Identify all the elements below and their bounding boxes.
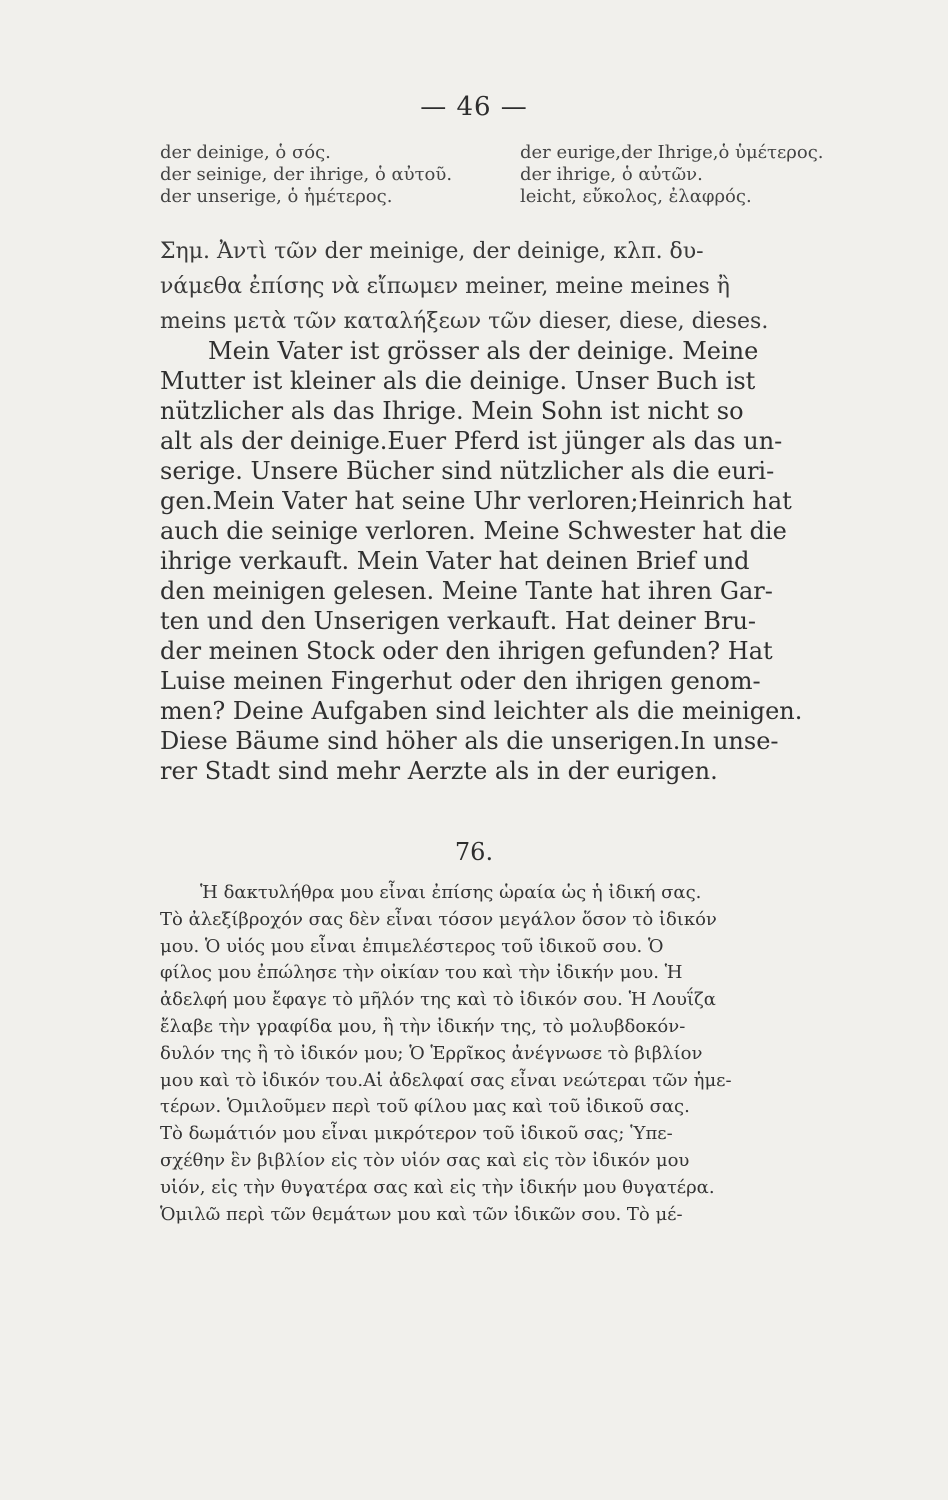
text-line: μου καὶ τὸ ἰδικόν του.Αἱ ἀδελφαί σας εἶναι νεώτεραι τῶν ἡμε- [160,1069,732,1091]
greek-exercise-text [160,880,882,1228]
text-line: δυλόν της ἢ τὸ ἰδικόν μου; Ὁ Ἑρρῖκος ἀνέγνωσε τὸ βιβλίον [160,1042,703,1064]
page-number: — 46 — [420,92,528,122]
note-line: Σημ. Ἀντὶ τῶν der meinige, der deinige, κλπ. δυ- [160,239,704,264]
vocab-entry: der eurige,der Ihrige,ὁ ὑμέτερος. [520,142,824,163]
text-line: τέρων. Ὁμιλοῦμεν περὶ τοῦ φίλου μας καὶ τοῦ ἰδικοῦ σας. [160,1096,690,1118]
text-line: gen.Mein Vater hat seine Uhr verloren;Heinrich hat [160,487,792,515]
text-line: der meinen Stock oder den ihrigen gefunden? Hat [160,637,773,665]
text-line: Τὸ δωμάτιόν μου εἶναι μικρότερον τοῦ ἰδικοῦ σας; Ὑπε- [160,1123,673,1145]
text-line: Diese Bäume sind höher als die unserigen.In unse- [160,727,779,755]
text-line: μου. Ὁ υἱός μου εἶναι ἐπιμελέστερος τοῦ ἰδικοῦ σου. Ὁ [160,935,664,957]
text-line: den meinigen gelesen. Meine Tante hat ihren Gar- [160,577,773,605]
vocab-row [160,164,850,186]
text-line: Mutter ist kleiner als die deinige. Unser Buch ist [160,367,756,395]
text-line: auch die seinige verloren. Meine Schwester hat die [160,517,787,545]
grammar-note [160,234,880,339]
text-line: ἀδελφή μου ἔφαγε τὸ μῆλόν της καὶ τὸ ἰδικόν σου. Ἡ Λουΐζα [160,989,716,1011]
text-line: rer Stadt sind mehr Aerzte als in der eurigen. [160,757,718,785]
note-line: meins μετὰ τῶν καταλήξεων τῶν dieser, diese, dieses. [160,309,769,334]
text-line: alt als der deinige.Euer Pferd ist jünger als das un- [160,427,783,455]
text-line: Ἡ δακτυλήθρα μου εἶναι ἐπίσης ὡραία ὡς ἡ ἰδική σας. [200,882,702,903]
text-line: ihrige verkauft. Mein Vater hat deinen Brief und [160,547,750,575]
german-exercise-text [160,336,882,786]
text-line: nützlicher als das Ihrige. Mein Sohn ist nicht so [160,397,744,425]
text-line: Mein Vater ist grösser als der deinige. Meine [208,337,759,365]
text-line: φίλος μου ἐπώλησε τὴν οἰκίαν του καὶ τὴν ἰδικήν μου. Ἡ [160,962,683,984]
text-line: ten und den Unserigen verkauft. Hat deiner Bru- [160,607,757,635]
vocab-entry: der ihrige, ὁ αὐτῶν. [520,164,703,185]
vocab-entry: der deinige, ὁ σός. [160,142,331,163]
text-line: υἱόν, εἰς τὴν θυγατέρα σας καὶ εἰς τὴν ἰδικήν μου θυγατέρα. [160,1176,715,1198]
text-line: σχέθην ἓν βιβλίον εἰς τὸν υἱόν σας καὶ εἰς τὸν ἰδικόν μου [160,1149,690,1171]
text-line: Τὸ ἀλεξίβροχόν σας δὲν εἶναι τόσον μεγάλον ὅσον τὸ ἰδικόν [160,908,717,930]
vocab-entry: der seinige, der ihrige, ὁ αὐτοῦ. [160,164,453,185]
vocab-row [160,142,850,164]
text-line: Luise meinen Fingerhut oder den ihrigen genom- [160,667,761,695]
vocab-entry: der unserige, ὁ ἡμέτερος. [160,186,393,207]
note-line: νάμεθα ἐπίσης νὰ εἴπωμεν meiner, meine meines ἢ [160,274,730,299]
vocab-row [160,186,850,208]
exercise-number: 76. [454,838,494,866]
vocabulary-list [160,142,850,208]
vocab-entry: leicht, εὔκολος, ἐλαφρός. [520,186,752,207]
text-line: Ὁμιλῶ περὶ τῶν θεμάτων μου καὶ τῶν ἰδικῶν σου. Τὸ μέ- [160,1203,683,1225]
text-line: serige. Unsere Bücher sind nützlicher als die euri- [160,457,775,485]
text-line: men? Deine Aufgaben sind leichter als die meinigen. [160,697,803,725]
text-line: ἔλαβε τὴν γραφίδα μου, ἢ τὴν ἰδικήν της, τὸ μολυβδοκόν- [160,1015,686,1037]
